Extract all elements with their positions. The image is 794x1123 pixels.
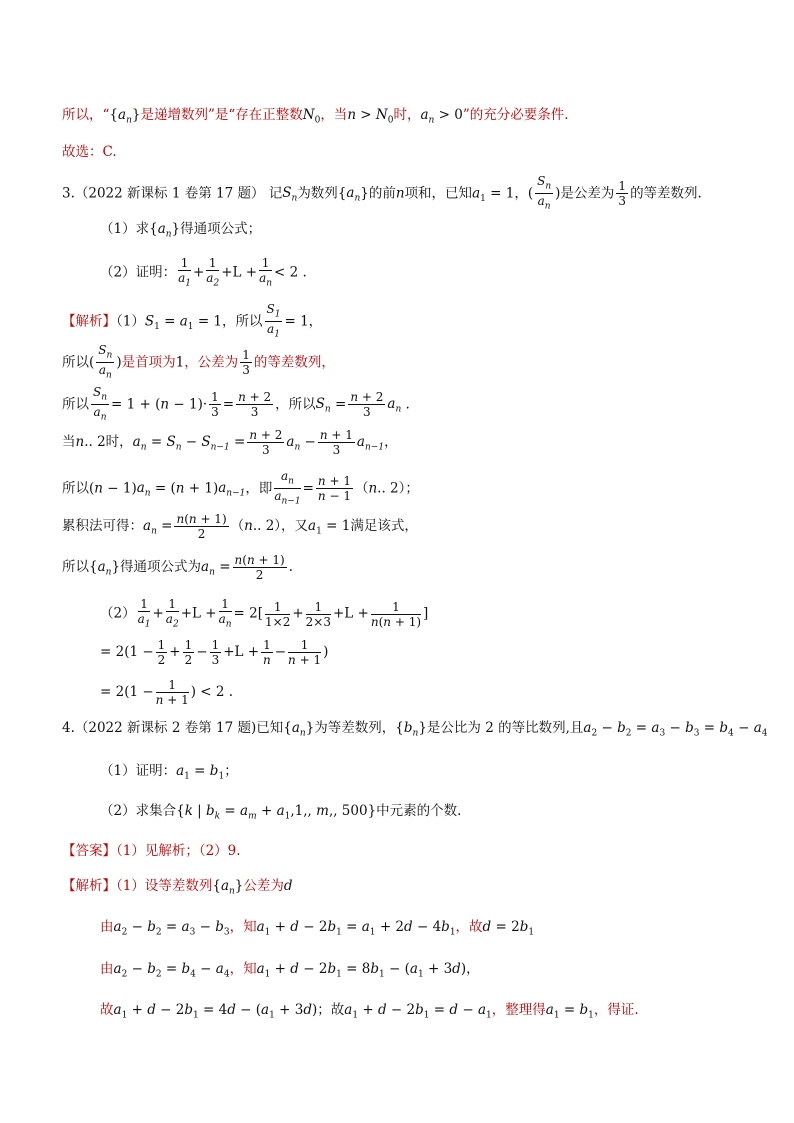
solution-4-line-4: 故$a_1 + d - 2b_1 = 4d - (a_1 + 3d)$；故$a_1 + d - 2b_1 = d - a_1$，整理得$a_1 = b_1$，得证. — [100, 1002, 639, 1021]
solution-3-line-1: 【解析】$(1)S_1 = a_1 = 1$，所以 $\frac{S_1}{a_1}$ = 1， — [62, 302, 323, 340]
solution-3-line-7: 所以$\{a_n\}$得通项公式为$a_n$ = $\frac{n(n + 1)}{2}$ . — [62, 553, 293, 582]
question-3: 3.（2022 新课标 1 卷第 17 题） 记$S_n$为数列$\{a_n\}$的前n项和，已知$a_1 = 1$，( $\frac{S_n}{a_n}$ )是公差为 $\frac{1}{3}$ 的等差数列. — [62, 174, 702, 212]
answer-4: 【答案】（1）见解析；（2）9. — [62, 843, 241, 859]
solution-3-line-8: （2） $\frac{1}{a_1}$ + $\frac{1}{a_2}$ +L + $\frac{1}{a_n}$ = 2[ $\frac{1}{1\times 2}$ + $\frac{1}{2\times 3}$ +L + $\frac{1}{n(n + 1)}$ ] — [100, 597, 429, 630]
solution-3-line-5: 所以$(n - 1)a_n = (n + 1)a_{n-1}$，即 $\frac{a_n}{a_{n-1}}$ = $\frac{n + 1}{n - 1}$ （n.. 2）； — [62, 469, 419, 507]
solution-3-line-10: = 2(1 − $\frac{1}{n + 1}$ ) < 2 . — [100, 678, 234, 707]
solution-3-line-2: 所以( $\frac{S_n}{a_n}$ )是首项为1，公差为 $\frac{1}{3}$ 的等差数列， — [62, 343, 335, 381]
question-3-part-1: （1）求$\{a_n\}$得通项公式； — [100, 221, 262, 240]
solution-4-line-3: 由$a_2 - b_2 = b_4 - a_4$，知$a_1 + d - 2b_1 = 8b_1 - (a_1 + 3d)$， — [100, 961, 480, 980]
question-4: 4.（2022 新课标 2 卷第 17 题)已知$\{a_n\}$为等差数列，$\{b_n\}$是公比为 2 的等比数列,且$a_2 - b_2 = a_3 - b_3 = b_4 - a_4$ — [62, 720, 768, 739]
solution-4-line-1: 【解析】（1）设等差数列$\{a_n\}$公差为d — [62, 878, 293, 897]
question-4-part-1: （1）证明：$a_1 = b_1$； — [100, 763, 238, 782]
line-l1: 所以，“$\{a_n\}$是递增数列”是“存在正整数$N_0$，当$n > N_0$时，$a_n > 0$”的充分必要条件. — [62, 107, 569, 126]
solution-3-line-9: = 2(1 − $\frac{1}{2}$ + $\frac{1}{2}$ − $\frac{1}{3}$ +L + $\frac{1}{n}$ − $\frac{1}{n + 1}$ ) — [100, 638, 329, 667]
solution-3-line-3: 所以 $\frac{S_n}{a_n}$ = 1 + (n − 1)· $\frac{1}{3}$ = $\frac{n + 2}{3}$ ，所以$S_n$ = $\frac{n + 2}{3}$ $a_n$ . — [62, 385, 410, 423]
line-l2: 故选：C. — [62, 144, 117, 160]
question-3-part-2: （2）证明： $\frac{1}{a_1}$ + $\frac{1}{a_2}$ +L + $\frac{1}{a_n}$ < 2 . — [100, 256, 307, 289]
solution-4-line-2: 由$a_2 - b_2 = a_3 - b_3$，知$a_1 + d - 2b_1 = a_1 + 2d - 4b_1$，故$d = 2b_1$ — [100, 919, 535, 938]
solution-3-line-6: 累积法可得：$a_n$ = $\frac{n(n + 1)}{2}$ （n.. 2），又$a_1 = 1$满足该式， — [62, 512, 418, 541]
solution-3-line-4: 当n.. 2时，$a_n = S_n - S_{n-1}$ = $\frac{n + 2}{3}$ $a_n$ − $\frac{n + 1}{3}$ $a_{n-1}$， — [62, 428, 398, 457]
question-4-part-2: （2）求集合{k | $b_k = a_m + a_1,1$,, m,, 500}中元素的个数. — [100, 803, 462, 822]
